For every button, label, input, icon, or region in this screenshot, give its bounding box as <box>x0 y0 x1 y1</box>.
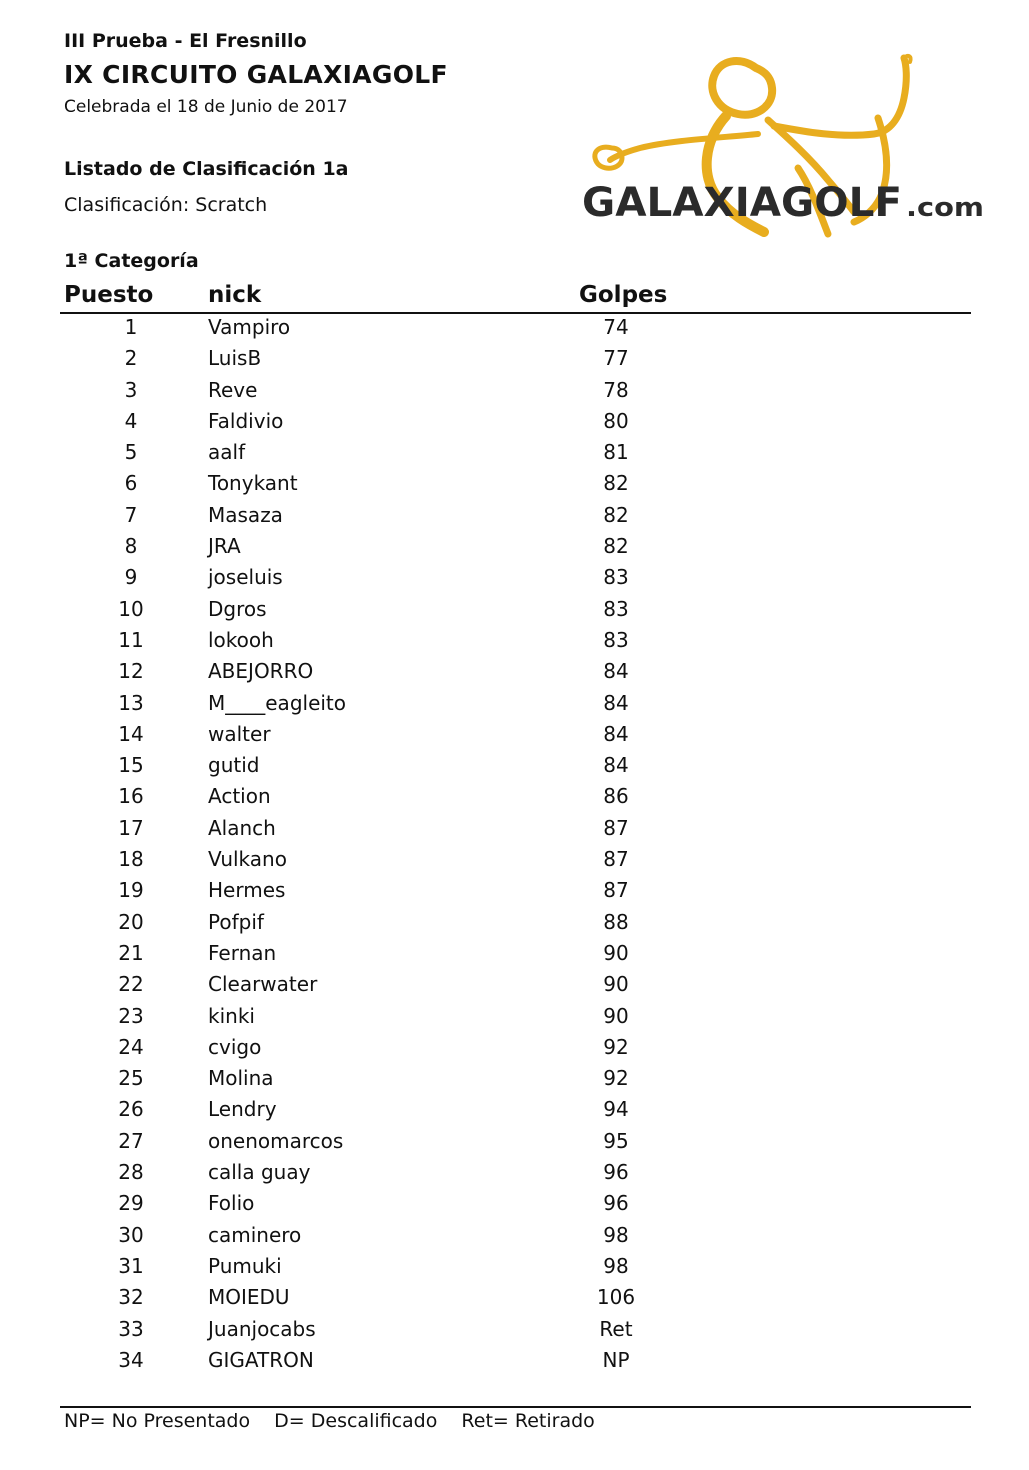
table-row <box>0 438 1029 469</box>
row-position: 29 <box>118 1191 144 1216</box>
table-row <box>0 720 1029 751</box>
table-row <box>0 908 1029 939</box>
listing-title: Listado de Clasificación 1a <box>64 158 349 180</box>
table-row <box>0 970 1029 1001</box>
row-position: 20 <box>118 909 144 934</box>
row-nick: Molina <box>208 1066 274 1091</box>
row-nick: Dgros <box>208 596 267 621</box>
legend-ret: Ret= Retirado <box>461 1410 595 1432</box>
row-nick: Action <box>208 784 271 809</box>
table-row <box>0 313 1029 344</box>
event-subtitle: III Prueba - El Fresnillo <box>64 30 307 52</box>
row-score: 90 <box>603 1003 629 1028</box>
row-nick: Masaza <box>208 502 283 527</box>
event-date: Celebrada el 18 de Junio de 2017 <box>64 97 348 117</box>
row-score: 94 <box>603 1097 629 1122</box>
row-position: 22 <box>118 972 144 997</box>
row-position: 33 <box>118 1316 144 1341</box>
row-score: 106 <box>596 1285 636 1310</box>
category-heading: 1ª Categoría <box>64 250 199 272</box>
row-nick: Folio <box>208 1191 255 1216</box>
legend-np: NP= No Presentado <box>64 1410 251 1432</box>
row-nick: joseluis <box>208 565 283 590</box>
table-row <box>0 1315 1029 1346</box>
row-position: 34 <box>118 1347 144 1372</box>
row-nick: Tonykant <box>208 471 298 496</box>
logo-text-suffix: .com <box>906 193 984 223</box>
row-score: 84 <box>603 753 629 778</box>
row-nick: gutid <box>208 753 260 778</box>
row-nick: Vampiro <box>208 315 291 339</box>
table-row <box>0 376 1029 407</box>
results-table <box>0 313 1029 1377</box>
row-score: 88 <box>603 909 629 934</box>
row-nick: Hermes <box>208 878 286 903</box>
row-position: 32 <box>118 1285 144 1310</box>
row-position: 15 <box>118 753 144 778</box>
table-row <box>0 845 1029 876</box>
row-nick: cvigo <box>208 1034 262 1059</box>
row-nick: caminero <box>208 1222 302 1247</box>
row-score: 83 <box>603 565 629 590</box>
row-position: 6 <box>124 471 138 496</box>
table-row <box>0 563 1029 594</box>
row-nick: JRA <box>208 534 241 559</box>
footer-divider <box>60 1406 971 1408</box>
row-score: 92 <box>603 1034 629 1059</box>
page-title: IX CIRCUITO GALAXIAGOLF <box>64 60 448 89</box>
table-row <box>0 657 1029 688</box>
row-position: 9 <box>124 565 138 590</box>
row-score: 83 <box>603 596 629 621</box>
row-position: 27 <box>118 1128 144 1153</box>
row-position: 3 <box>124 377 138 402</box>
row-score: 98 <box>603 1222 629 1247</box>
row-nick: aalf <box>208 440 246 465</box>
row-nick: Lendry <box>208 1097 277 1122</box>
table-row <box>0 469 1029 500</box>
table-row <box>0 407 1029 438</box>
row-score: 87 <box>603 878 629 903</box>
row-nick: Fernan <box>208 940 277 965</box>
row-nick: M____eagleito <box>208 690 347 715</box>
row-score: 87 <box>603 815 629 840</box>
table-row <box>0 532 1029 563</box>
row-position: 17 <box>118 815 144 840</box>
row-score: 81 <box>603 440 629 465</box>
row-nick: Alanch <box>208 815 276 840</box>
table-row <box>0 751 1029 782</box>
row-score: 82 <box>603 534 629 559</box>
golfer-logo-graphic <box>578 48 988 243</box>
row-nick: Vulkano <box>208 847 287 872</box>
row-nick: kinki <box>208 1003 255 1028</box>
row-score: 82 <box>603 471 629 496</box>
row-nick: GIGATRON <box>208 1347 314 1372</box>
row-nick: Reve <box>208 377 258 402</box>
row-nick: MOIEDU <box>208 1285 290 1310</box>
row-nick: walter <box>208 721 271 746</box>
table-row <box>0 344 1029 375</box>
row-position: 24 <box>118 1034 144 1059</box>
row-nick: Juanjocabs <box>208 1316 316 1341</box>
row-nick: Pofpif <box>208 909 264 934</box>
row-score: 90 <box>603 940 629 965</box>
row-score: 96 <box>603 1191 629 1216</box>
row-score: 84 <box>603 690 629 715</box>
table-row <box>0 939 1029 970</box>
column-header-position: Puesto <box>64 282 154 308</box>
logo-text-main: GALAXIAGOLF <box>582 180 902 226</box>
table-row <box>0 1095 1029 1126</box>
table-row <box>0 595 1029 626</box>
row-position: 8 <box>124 534 138 559</box>
row-position: 13 <box>118 690 144 715</box>
row-nick: LuisB <box>208 346 262 371</box>
table-row <box>0 501 1029 532</box>
row-score: 84 <box>603 721 629 746</box>
row-score: 86 <box>603 784 629 809</box>
table-row <box>0 626 1029 657</box>
row-score: 87 <box>603 847 629 872</box>
row-score: 98 <box>603 1253 629 1278</box>
classification-type: Clasificación: Scratch <box>64 194 268 216</box>
row-nick: Clearwater <box>208 972 318 997</box>
row-position: 26 <box>118 1097 144 1122</box>
row-position: 18 <box>118 847 144 872</box>
row-position: 4 <box>124 408 138 433</box>
row-score: 82 <box>603 502 629 527</box>
row-score: 96 <box>603 1160 629 1185</box>
row-position: 2 <box>124 346 138 371</box>
row-position: 7 <box>124 502 138 527</box>
row-position: 25 <box>118 1066 144 1091</box>
row-position: 28 <box>118 1160 144 1185</box>
row-position: 21 <box>118 940 144 965</box>
row-score: 83 <box>603 627 629 652</box>
row-position: 30 <box>118 1222 144 1247</box>
table-row <box>0 1221 1029 1252</box>
table-row <box>0 1033 1029 1064</box>
row-nick: Pumuki <box>208 1253 282 1278</box>
row-position: 23 <box>118 1003 144 1028</box>
row-position: 11 <box>118 627 144 652</box>
legend-d: D= Descalificado <box>274 1410 438 1432</box>
row-nick: calla guay <box>208 1160 311 1185</box>
galaxiagolf-logo <box>578 48 988 243</box>
row-nick: Faldivio <box>208 408 284 433</box>
table-row <box>0 1346 1029 1377</box>
row-score: Ret <box>599 1316 633 1341</box>
table-row <box>0 1189 1029 1220</box>
row-score: 74 <box>603 315 629 339</box>
row-score: 78 <box>603 377 629 402</box>
row-score: 84 <box>603 659 629 684</box>
column-header-score: Golpes <box>579 282 668 308</box>
table-row <box>0 782 1029 813</box>
row-score: NP <box>602 1347 630 1372</box>
row-score: 95 <box>603 1128 629 1153</box>
row-position: 19 <box>118 878 144 903</box>
row-position: 16 <box>118 784 144 809</box>
table-row <box>0 1158 1029 1189</box>
row-score: 77 <box>603 346 629 371</box>
row-score: 92 <box>603 1066 629 1091</box>
row-position: 10 <box>118 596 144 621</box>
table-row <box>0 1002 1029 1033</box>
column-header-nick: nick <box>208 282 262 308</box>
row-nick: onenomarcos <box>208 1128 344 1153</box>
table-row <box>0 814 1029 845</box>
row-nick: ABEJORRO <box>208 659 314 684</box>
footer-legend <box>64 1410 613 1432</box>
row-position: 12 <box>118 659 144 684</box>
row-position: 5 <box>124 440 138 465</box>
table-row <box>0 1127 1029 1158</box>
row-position: 1 <box>124 315 138 339</box>
table-row <box>0 1283 1029 1314</box>
table-row <box>0 1252 1029 1283</box>
table-row <box>0 876 1029 907</box>
table-row <box>0 1064 1029 1095</box>
row-nick: lokooh <box>208 627 274 652</box>
table-row <box>0 689 1029 720</box>
row-position: 31 <box>118 1253 144 1278</box>
row-score: 80 <box>603 408 629 433</box>
row-score: 90 <box>603 972 629 997</box>
row-position: 14 <box>118 721 144 746</box>
